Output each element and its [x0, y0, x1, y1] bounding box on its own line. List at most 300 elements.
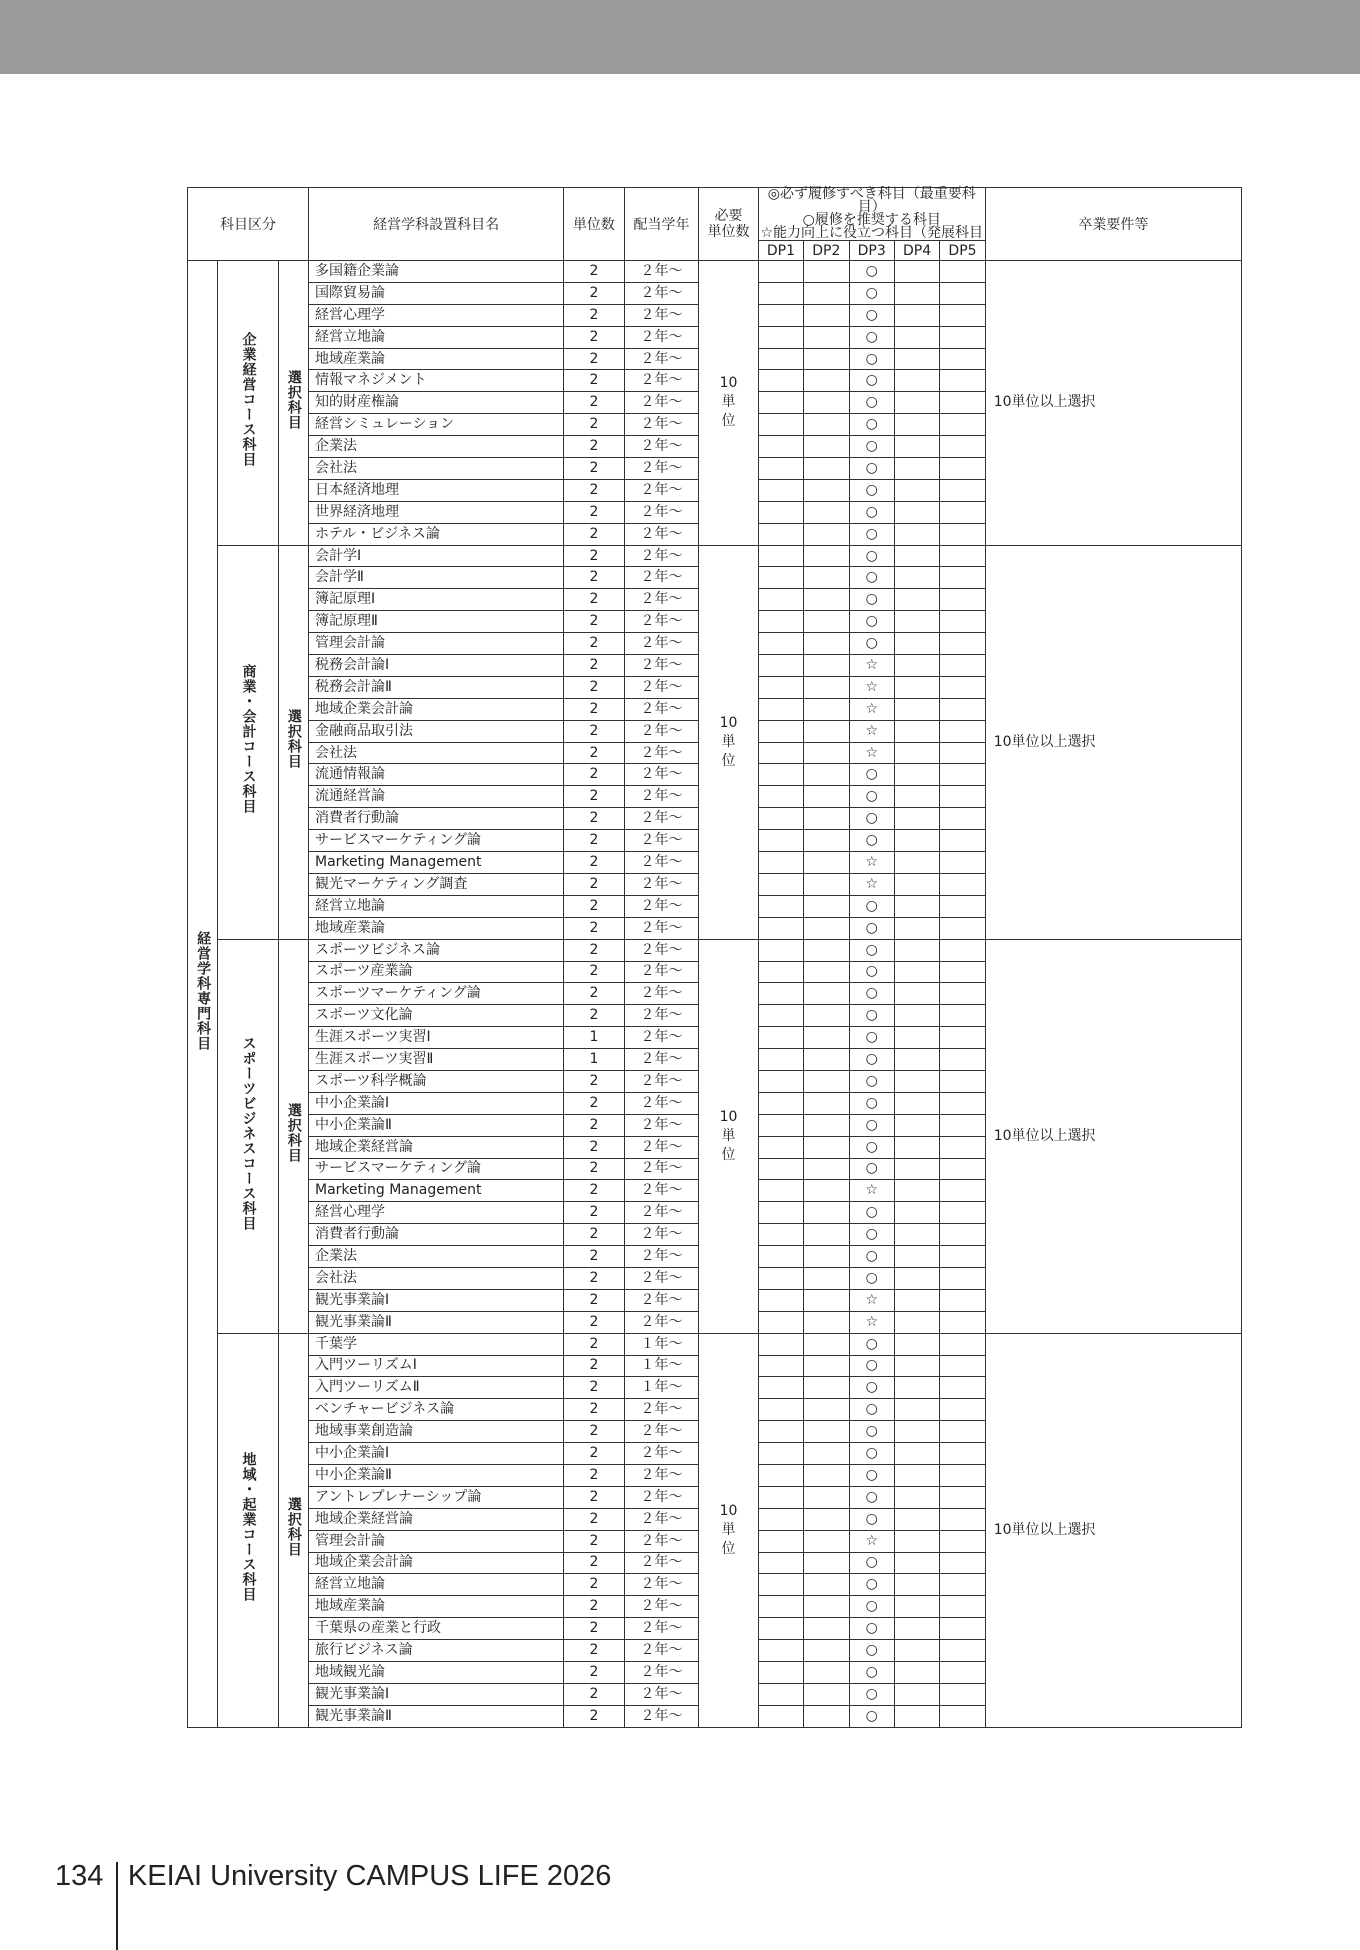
credits-cell: 2: [564, 348, 625, 370]
dp3-cell: ○: [849, 1092, 894, 1114]
dp3-cell: ○: [849, 633, 894, 655]
dp3-cell: ○: [849, 1399, 894, 1421]
dp1-cell: [758, 1136, 803, 1158]
dp2-cell: [804, 545, 849, 567]
subject-name-cell: 簿記原理Ⅱ: [309, 611, 564, 633]
dp5-cell: [940, 720, 985, 742]
dp5-cell: [940, 742, 985, 764]
dp4-cell: [894, 1464, 939, 1486]
dp4-cell: [894, 392, 939, 414]
dp5-cell: [940, 414, 985, 436]
credits-cell: 2: [564, 698, 625, 720]
subject-name-cell: 観光事業論Ⅰ: [309, 1683, 564, 1705]
required-number: 10: [719, 714, 738, 731]
dp1-cell: [758, 370, 803, 392]
table-header: [188, 188, 1242, 261]
course-label: 企業経営コース科目: [240, 332, 257, 468]
credits-cell: 2: [564, 567, 625, 589]
dp1-cell: [758, 1158, 803, 1180]
dp4-cell: [894, 1180, 939, 1202]
credits-cell: 2: [564, 1224, 625, 1246]
graduation-requirement-cell: 10単位以上選択: [985, 261, 1241, 546]
dp5-cell: [940, 1662, 985, 1684]
dp3-cell: ☆: [849, 720, 894, 742]
required-unit-1: 単: [721, 1521, 736, 1538]
dp1-cell: [758, 611, 803, 633]
dp2-cell: [804, 1092, 849, 1114]
dp4-cell: [894, 830, 939, 852]
course-label: スポーツビジネスコース科目: [240, 1035, 257, 1231]
subject-name-cell: 千葉県の産業と行政: [309, 1618, 564, 1640]
dp5-cell: [940, 1289, 985, 1311]
graduation-requirement-cell: 10単位以上選択: [985, 939, 1241, 1333]
subject-name-cell: ベンチャービジネス論: [309, 1399, 564, 1421]
credits-cell: 2: [564, 961, 625, 983]
dp5-cell: [940, 1508, 985, 1530]
year-cell: ２年～: [624, 282, 699, 304]
dp2-cell: [804, 1530, 849, 1552]
dp5-cell: [940, 983, 985, 1005]
dp3-cell: ○: [849, 1246, 894, 1268]
credits-cell: 2: [564, 1092, 625, 1114]
credits-cell: 2: [564, 545, 625, 567]
credits-cell: 1: [564, 1049, 625, 1071]
dp5-cell: [940, 1027, 985, 1049]
dp5-cell: [940, 304, 985, 326]
credits-cell: 2: [564, 1464, 625, 1486]
dp5-cell: [940, 1070, 985, 1092]
subject-name-cell: 経営立地論: [309, 326, 564, 348]
dp5-cell: [940, 458, 985, 480]
year-cell: ２年～: [624, 545, 699, 567]
dp1-cell: [758, 873, 803, 895]
dp1-cell: [758, 545, 803, 567]
dp4-cell: [894, 808, 939, 830]
dp4-cell: [894, 436, 939, 458]
year-cell: ２年～: [624, 1158, 699, 1180]
dp1-cell: [758, 720, 803, 742]
dp3-cell: ☆: [849, 1180, 894, 1202]
credits-cell: 2: [564, 326, 625, 348]
dp4-cell: [894, 304, 939, 326]
dp3-cell: ☆: [849, 742, 894, 764]
subject-name-cell: 地域産業論: [309, 348, 564, 370]
year-cell: ２年～: [624, 1464, 699, 1486]
credits-cell: 2: [564, 1311, 625, 1333]
dp4-cell: [894, 1662, 939, 1684]
header-dp-legend: [758, 188, 985, 241]
dp3-cell: ○: [849, 1005, 894, 1027]
subject-name-cell: 経営シミュレーション: [309, 414, 564, 436]
dp4-cell: [894, 655, 939, 677]
dp1-cell: [758, 1421, 803, 1443]
dp3-cell: ○: [849, 1508, 894, 1530]
dp1-cell: [758, 830, 803, 852]
dp4-cell: [894, 1705, 939, 1727]
dp3-cell: ○: [849, 961, 894, 983]
dp3-cell: ☆: [849, 1289, 894, 1311]
dp2-cell: [804, 1377, 849, 1399]
subject-name-cell: 中小企業論Ⅰ: [309, 1092, 564, 1114]
dp1-cell: [758, 1574, 803, 1596]
header-year: 配当学年: [624, 188, 699, 261]
dp4-cell: [894, 1552, 939, 1574]
footer-title: KEIAI University CAMPUS LIFE 2026: [127, 1859, 612, 1892]
header-dp4: DP4: [894, 241, 939, 261]
category-cell: [188, 261, 218, 1728]
credits-cell: 2: [564, 282, 625, 304]
dp4-cell: [894, 261, 939, 283]
dp5-cell: [940, 1618, 985, 1640]
credits-cell: 2: [564, 1574, 625, 1596]
year-cell: ２年～: [624, 1180, 699, 1202]
dp2-cell: [804, 873, 849, 895]
year-cell: ２年～: [624, 1114, 699, 1136]
course-cell: [218, 545, 279, 939]
year-cell: ２年～: [624, 304, 699, 326]
dp2-cell: [804, 261, 849, 283]
dp1-cell: [758, 326, 803, 348]
dp4-cell: [894, 1399, 939, 1421]
dp4-cell: [894, 1267, 939, 1289]
dp1-cell: [758, 348, 803, 370]
dp5-cell: [940, 479, 985, 501]
header-dp2: DP2: [804, 241, 849, 261]
dp4-cell: [894, 545, 939, 567]
dp5-cell: [940, 1705, 985, 1727]
dp2-cell: [804, 655, 849, 677]
subject-name-cell: 経営心理学: [309, 1202, 564, 1224]
dp1-cell: [758, 1640, 803, 1662]
dp2-cell: [804, 1289, 849, 1311]
table-row: [188, 939, 1242, 961]
subject-name-cell: Marketing Management: [309, 1180, 564, 1202]
subject-name-cell: 管理会計論: [309, 633, 564, 655]
year-cell: ２年～: [624, 1443, 699, 1465]
dp3-cell: ○: [849, 1574, 894, 1596]
dp4-cell: [894, 1443, 939, 1465]
year-cell: ２年～: [624, 808, 699, 830]
subject-name-cell: 生涯スポーツ実習Ⅰ: [309, 1027, 564, 1049]
credits-cell: 2: [564, 1377, 625, 1399]
year-cell: ２年～: [624, 436, 699, 458]
dp1-cell: [758, 1683, 803, 1705]
dp4-cell: [894, 501, 939, 523]
year-cell: ２年～: [624, 1092, 699, 1114]
dp1-cell: [758, 983, 803, 1005]
table-row: [188, 1333, 1242, 1355]
dp1-cell: [758, 501, 803, 523]
credits-cell: 2: [564, 852, 625, 874]
subject-name-cell: 知的財産権論: [309, 392, 564, 414]
dp2-cell: [804, 414, 849, 436]
dp1-cell: [758, 589, 803, 611]
course-cell: [218, 1333, 279, 1727]
legend-line2: ○履修を推奨する科目: [802, 212, 941, 228]
dp1-cell: [758, 1202, 803, 1224]
dp4-cell: [894, 1355, 939, 1377]
year-cell: ２年～: [624, 501, 699, 523]
subject-name-cell: 経営立地論: [309, 895, 564, 917]
dp1-cell: [758, 1399, 803, 1421]
required-credits-cell: [699, 545, 759, 939]
dp1-cell: [758, 1246, 803, 1268]
credits-cell: 2: [564, 589, 625, 611]
dp5-cell: [940, 348, 985, 370]
dp2-cell: [804, 523, 849, 545]
dp2-cell: [804, 808, 849, 830]
credits-cell: 2: [564, 676, 625, 698]
dp2-cell: [804, 1311, 849, 1333]
category-label: 経営学科専門科目: [195, 930, 212, 1051]
dp2-cell: [804, 1070, 849, 1092]
dp5-cell: [940, 501, 985, 523]
year-cell: ２年～: [624, 917, 699, 939]
dp3-cell: ○: [849, 895, 894, 917]
dp5-cell: [940, 392, 985, 414]
dp3-cell: ○: [849, 939, 894, 961]
dp1-cell: [758, 1377, 803, 1399]
subject-name-cell: 税務会計論Ⅰ: [309, 655, 564, 677]
credits-cell: 1: [564, 1027, 625, 1049]
dp2-cell: [804, 611, 849, 633]
credits-cell: 2: [564, 1005, 625, 1027]
dp3-cell: ○: [849, 1267, 894, 1289]
credits-cell: 2: [564, 1246, 625, 1268]
dp2-cell: [804, 917, 849, 939]
dp3-cell: ○: [849, 1049, 894, 1071]
dp1-cell: [758, 1267, 803, 1289]
dp4-cell: [894, 1114, 939, 1136]
header-dp1: DP1: [758, 241, 803, 261]
header-dp3: DP3: [849, 241, 894, 261]
header-required-line1: 必要: [714, 208, 743, 224]
year-cell: ２年～: [624, 611, 699, 633]
dp2-cell: [804, 633, 849, 655]
dp5-cell: [940, 436, 985, 458]
dp1-cell: [758, 1486, 803, 1508]
dp3-cell: ○: [849, 501, 894, 523]
year-cell: ２年～: [624, 1070, 699, 1092]
dp5-cell: [940, 1552, 985, 1574]
credits-cell: 2: [564, 501, 625, 523]
subject-name-cell: 流通情報論: [309, 764, 564, 786]
dp4-cell: [894, 1486, 939, 1508]
dp1-cell: [758, 1070, 803, 1092]
subject-name-cell: 会社法: [309, 458, 564, 480]
subject-name-cell: 地域観光論: [309, 1662, 564, 1684]
dp2-cell: [804, 830, 849, 852]
subject-name-cell: 地域企業会計論: [309, 1552, 564, 1574]
credits-cell: 2: [564, 611, 625, 633]
dp2-cell: [804, 1574, 849, 1596]
credits-cell: 2: [564, 1070, 625, 1092]
type-cell: [278, 1333, 308, 1727]
course-label: 地域・起業コース科目: [240, 1452, 257, 1603]
credits-cell: 2: [564, 939, 625, 961]
dp4-cell: [894, 1311, 939, 1333]
credits-cell: 2: [564, 873, 625, 895]
year-cell: ２年～: [624, 479, 699, 501]
year-cell: ２年～: [624, 1421, 699, 1443]
dp4-cell: [894, 1530, 939, 1552]
dp4-cell: [894, 458, 939, 480]
subject-name-cell: 生涯スポーツ実習Ⅱ: [309, 1049, 564, 1071]
credits-cell: 2: [564, 523, 625, 545]
required-number: 10: [719, 1108, 738, 1125]
dp1-cell: [758, 1443, 803, 1465]
dp4-cell: [894, 1377, 939, 1399]
dp2-cell: [804, 1618, 849, 1640]
dp5-cell: [940, 1574, 985, 1596]
dp1-cell: [758, 1114, 803, 1136]
dp5-cell: [940, 370, 985, 392]
year-cell: ２年～: [624, 567, 699, 589]
dp4-cell: [894, 961, 939, 983]
dp5-cell: [940, 961, 985, 983]
dp1-cell: [758, 1092, 803, 1114]
dp4-cell: [894, 414, 939, 436]
required-unit-1: 単: [721, 1127, 736, 1144]
year-cell: ２年～: [624, 764, 699, 786]
subject-name-cell: 税務会計論Ⅱ: [309, 676, 564, 698]
dp3-cell: ○: [849, 1683, 894, 1705]
dp3-cell: ○: [849, 1224, 894, 1246]
dp2-cell: [804, 1596, 849, 1618]
year-cell: ２年～: [624, 895, 699, 917]
subject-name-cell: 観光事業論Ⅱ: [309, 1311, 564, 1333]
subject-name-cell: スポーツ文化論: [309, 1005, 564, 1027]
dp4-cell: [894, 1158, 939, 1180]
subject-name-cell: 会社法: [309, 742, 564, 764]
dp4-cell: [894, 1574, 939, 1596]
dp3-cell: ○: [849, 545, 894, 567]
dp2-cell: [804, 436, 849, 458]
dp4-cell: [894, 1618, 939, 1640]
credits-cell: 2: [564, 1289, 625, 1311]
credits-cell: 2: [564, 1596, 625, 1618]
dp2-cell: [804, 1224, 849, 1246]
credits-cell: 2: [564, 392, 625, 414]
dp2-cell: [804, 458, 849, 480]
dp5-cell: [940, 1640, 985, 1662]
subject-name-cell: 会計学Ⅱ: [309, 567, 564, 589]
year-cell: ２年～: [624, 414, 699, 436]
credits-cell: 2: [564, 917, 625, 939]
dp2-cell: [804, 589, 849, 611]
dp3-cell: ○: [849, 261, 894, 283]
dp4-cell: [894, 939, 939, 961]
type-label: 選択科目: [285, 369, 302, 430]
year-cell: ２年～: [624, 742, 699, 764]
type-label: 選択科目: [285, 1497, 302, 1558]
dp5-cell: [940, 1399, 985, 1421]
year-cell: ２年～: [624, 1246, 699, 1268]
dp2-cell: [804, 1202, 849, 1224]
dp2-cell: [804, 852, 849, 874]
subject-name-cell: 多国籍企業論: [309, 261, 564, 283]
credits-cell: 2: [564, 983, 625, 1005]
dp3-cell: ○: [849, 1355, 894, 1377]
dp1-cell: [758, 1289, 803, 1311]
dp3-cell: ○: [849, 589, 894, 611]
year-cell: ２年～: [624, 1311, 699, 1333]
year-cell: ２年～: [624, 1289, 699, 1311]
required-credits-cell: [699, 261, 759, 546]
dp5-cell: [940, 808, 985, 830]
dp4-cell: [894, 326, 939, 348]
year-cell: ２年～: [624, 1530, 699, 1552]
dp4-cell: [894, 1508, 939, 1530]
credits-cell: 2: [564, 479, 625, 501]
credits-cell: 2: [564, 1421, 625, 1443]
dp1-cell: [758, 282, 803, 304]
credits-cell: 2: [564, 742, 625, 764]
type-cell: [278, 545, 308, 939]
subject-name-cell: スポーツビジネス論: [309, 939, 564, 961]
header-required-credits: [699, 188, 759, 261]
year-cell: ２年～: [624, 1486, 699, 1508]
subject-name-cell: 千葉学: [309, 1333, 564, 1355]
table-body: [188, 261, 1242, 1728]
course-cell: [218, 261, 279, 546]
dp2-cell: [804, 1662, 849, 1684]
year-cell: ２年～: [624, 348, 699, 370]
top-header-band: [0, 0, 1360, 74]
dp1-cell: [758, 1180, 803, 1202]
year-cell: ２年～: [624, 261, 699, 283]
dp3-cell: ○: [849, 611, 894, 633]
dp3-cell: ○: [849, 1552, 894, 1574]
dp3-cell: ○: [849, 1114, 894, 1136]
dp1-cell: [758, 1662, 803, 1684]
dp3-cell: ○: [849, 983, 894, 1005]
dp4-cell: [894, 764, 939, 786]
dp2-cell: [804, 786, 849, 808]
required-unit-1: 単: [721, 733, 736, 750]
dp3-cell: ○: [849, 764, 894, 786]
dp3-cell: ○: [849, 1027, 894, 1049]
dp4-cell: [894, 1289, 939, 1311]
dp2-cell: [804, 1683, 849, 1705]
credits-cell: 2: [564, 1202, 625, 1224]
dp4-cell: [894, 895, 939, 917]
dp4-cell: [894, 611, 939, 633]
curriculum-table-wrapper: [187, 187, 1242, 1728]
subject-name-cell: 経営心理学: [309, 304, 564, 326]
year-cell: ２年～: [624, 961, 699, 983]
dp1-cell: [758, 567, 803, 589]
required-number: 10: [719, 1502, 738, 1519]
dp1-cell: [758, 852, 803, 874]
dp4-cell: [894, 720, 939, 742]
credits-cell: 2: [564, 1180, 625, 1202]
credits-cell: 2: [564, 633, 625, 655]
dp2-cell: [804, 1508, 849, 1530]
dp5-cell: [940, 326, 985, 348]
year-cell: ２年～: [624, 1508, 699, 1530]
dp2-cell: [804, 1421, 849, 1443]
dp5-cell: [940, 1355, 985, 1377]
type-cell: [278, 939, 308, 1333]
legend-line3: ☆能力向上に役立つ科目（発展科目: [760, 225, 984, 241]
dp5-cell: [940, 1464, 985, 1486]
header-credits: 単位数: [564, 188, 625, 261]
subject-name-cell: アントレプレナーシップ論: [309, 1486, 564, 1508]
subject-name-cell: 入門ツーリズムⅡ: [309, 1377, 564, 1399]
year-cell: ２年～: [624, 1618, 699, 1640]
dp4-cell: [894, 567, 939, 589]
